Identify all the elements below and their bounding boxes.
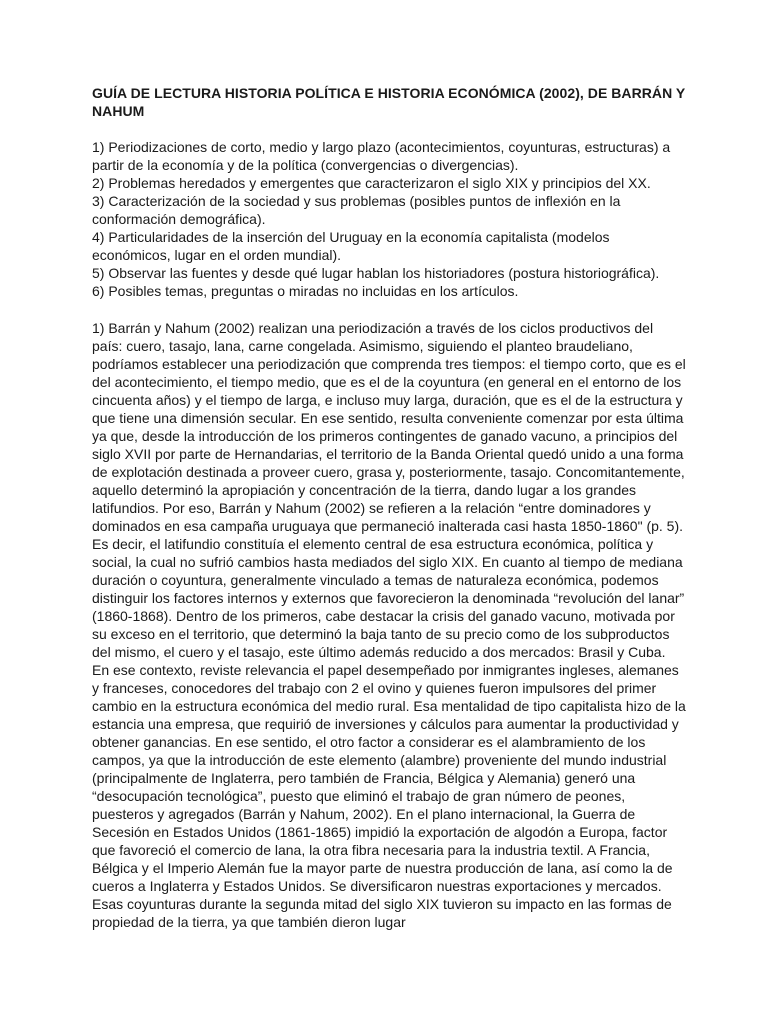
document-title: GUÍA DE LECTURA HISTORIA POLÍTICA E HISTORIA ECONÓMICA (2002), DE BARRÁN Y NAHUM	[92, 85, 686, 119]
reading-questions-list	[92, 138, 686, 300]
reading-question-3: 3) Caracterización de la sociedad y sus problemas (posibles puntos de inflexión en la conformación demográfica).	[92, 193, 621, 227]
reading-question-1: 1) Periodizaciones de corto, medio y largo plazo (acontecimientos, coyunturas, estructuras) a partir de la economía y de la política (convergencias o divergencias).	[92, 139, 671, 173]
reading-question-6: 6) Posibles temas, preguntas o miradas no incluidas en los artículos.	[92, 283, 519, 299]
answer-paragraph-1: 1) Barrán y Nahum (2002) realizan una periodización a través de los ciclos productivos del país: cuero, tasajo, lana, carne congelada. Asimismo, siguiendo el planteo braudeliano, podríamos establecer una periodización que comprenda tres tiempos: el tiempo corto, que es el del acontecimiento, el tiempo medio, que es el de la coyuntura (en general en el entorno de los cincuenta años) y el tiempo de larga, e incluso muy larga, duración, que es el de la estructura y que tiene una dimensión secular. En ese sentido, resulta conveniente comenzar por esta última ya que, desde la introducción de los primeros contingentes de ganado vacuno, a principios del siglo XVII por parte de Hernandarias, el territorio de la Banda Oriental quedó unido a una forma de explotación destinada a proveer cuero, grasa y, posteriormente, tasajo. Concomitantemente, aquello determinó la apropiación y concentración de la tierra, dando lugar a los grandes latifundios. Por eso, Barrán y Nahum (2002) se refieren a la relación “entre dominadores y dominados en esa campaña uruguaya que permaneció inalterada casi hasta 1850-1860" (p. 5). Es decir, el latifundio constituía el elemento central de esa estructura económica, política y social, la cual no sufrió cambios hasta mediados del siglo XIX. En cuanto al tiempo de mediana duración o coyuntura, generalmente vinculado a temas de naturaleza económica, podemos distinguir los factores internos y externos que favorecieron la denominada “revolución del lanar” (1860-1868). Dentro de los primeros, cabe destacar la crisis del ganado vacuno, motivada por su exceso en el territorio, que determinó la baja tanto de su precio como de los subproductos del mismo, el cuero y el tasajo, este último además reducido a dos mercados: Brasil y Cuba. En ese contexto, reviste relevancia el papel desempeñado por inmigrantes ingleses, alemanes y franceses, conocedores del trabajo con 2 el ovino y quienes fueron impulsores del primer cambio en la estructura económica del medio rural. Esa mentalidad de tipo capitalista hizo de la estancia una empresa, que requirió de inversiones y cálculos para aumentar la productividad y obtener ganancias. En ese sentido, el otro factor a considerar es el alambramiento de los campos, ya que la introducción de este elemento (alambre) proveniente del mundo industrial (principalmente de Inglaterra, pero también de Francia, Bélgica y Alemania) generó una “desocupación tecnológica”, puesto que eliminó el trabajo de gran número de peones, puesteros y agregados (Barrán y Nahum, 2002). En el plano internacional, la Guerra de Secesión en Estados Unidos (1861-1865) impidió la exportación de algodón a Europa, factor que favoreció el comercio de lana, la otra fibra necesaria para la industria textil. A Francia, Bélgica y el Imperio Alemán fue la mayor parte de nuestra producción de lana, así como la de cueros a Inglaterra y Estados Unidos. Se diversificaron nuestras exportaciones y mercados. Esas coyunturas durante la segunda mitad del siglo XIX tuvieron su impacto en las formas de propiedad de la tierra, ya que también dieron lugar	[92, 320, 686, 930]
reading-question-2: 2) Problemas heredados y emergentes que caracterizaron el siglo XIX y principios del XX.	[92, 175, 651, 191]
reading-question-4: 4) Particularidades de la inserción del Uruguay en la economía capitalista (modelos económicos, lugar en el orden mundial).	[92, 229, 610, 263]
reading-question-5: 5) Observar las fuentes y desde qué lugar hablan los historiadores (postura historiográfica).	[92, 265, 660, 281]
document-content	[92, 84, 686, 931]
